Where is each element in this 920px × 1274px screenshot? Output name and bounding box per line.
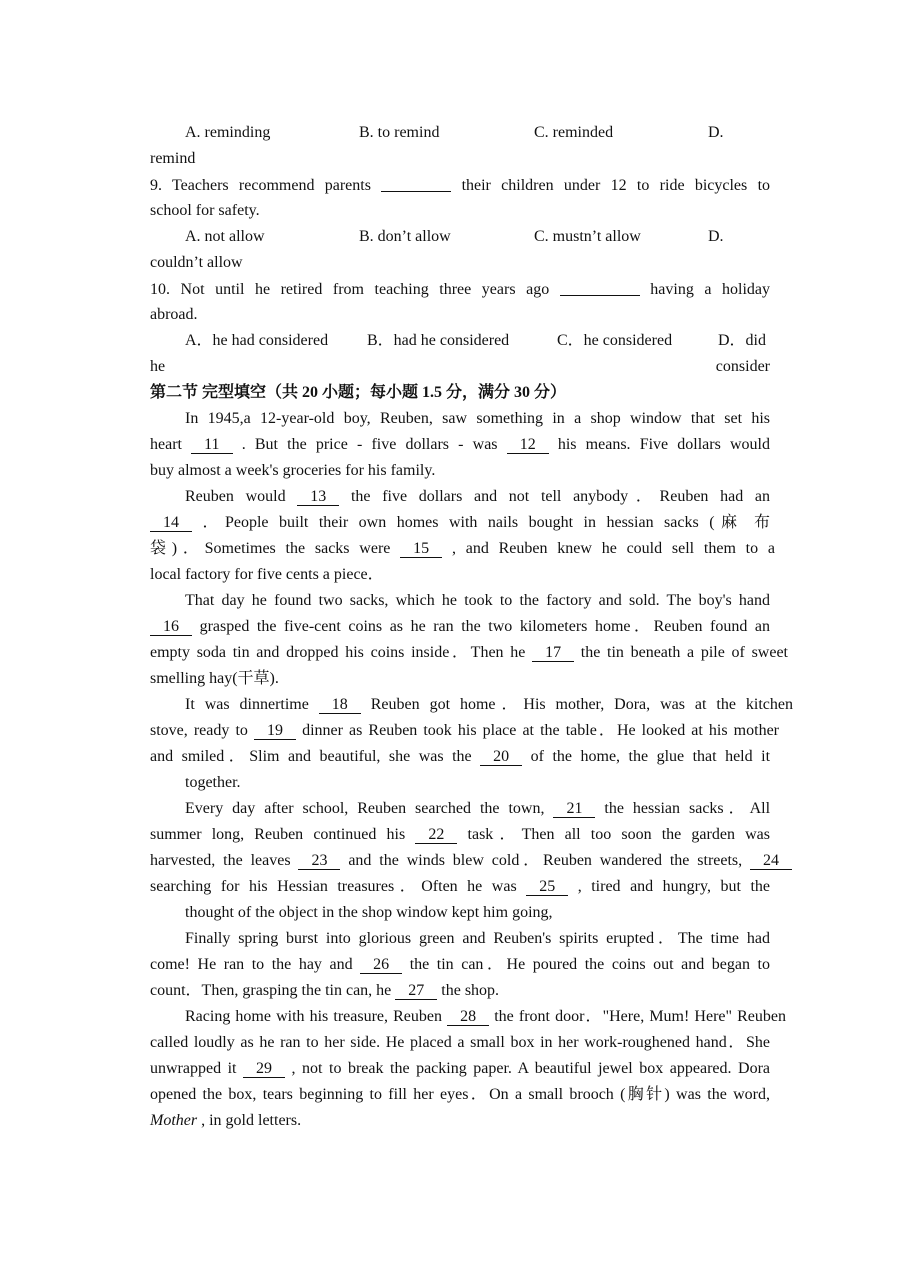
- answer-blank: 24: [750, 853, 792, 870]
- q8-option-c: C. reminded: [534, 124, 614, 141]
- text-segment: empty soda tin and dropped his coins inside．Then he: [150, 644, 533, 661]
- text-segment: Reuben got home．His mother, Dora, was at the kitchen: [370, 696, 793, 713]
- q9-option-c: C. mustn’t allow: [534, 228, 641, 245]
- text-segment: count．Then, grasping the tin can, he: [150, 982, 396, 999]
- answer-blank: 21: [553, 801, 595, 818]
- text-segment: he consider: [150, 358, 770, 375]
- text-segment: and the winds blew cold．Reuben wandered the streets,: [348, 852, 751, 869]
- text-line: [185, 773, 770, 793]
- text-segment: . But the price - five dollars - was: [241, 436, 507, 453]
- text-segment: and smiled．Slim and beautiful, she was the: [150, 748, 481, 765]
- text-segment: Finally spring burst into glorious green and Reuben's spirits erupted．The time had: [185, 930, 770, 947]
- text-line: [150, 253, 770, 273]
- text-segment: thought of the object in the shop window kept him going,: [185, 904, 553, 921]
- answer-blank: 27: [395, 983, 437, 1000]
- q10-option-a: A．he had considered: [185, 332, 329, 349]
- answer-blank: 18: [319, 697, 361, 714]
- text-line: [150, 461, 770, 481]
- answer-blank: 19: [254, 723, 296, 740]
- text-segment: opened the box, tears beginning to fill her eyes．On a small brooch (胸针) was the word,: [150, 1086, 770, 1103]
- text-segment: 第二节 完型填空（共 20 小题；每小题 1.5 分，满分 30 分）: [150, 384, 567, 401]
- answer-blank: 13: [297, 489, 339, 506]
- answer-blank: 23: [298, 853, 340, 870]
- answer-blank: 25: [526, 879, 568, 896]
- answer-blank: 29: [243, 1061, 285, 1078]
- q10-option-d: D．did: [718, 332, 767, 349]
- text-line: [150, 877, 770, 897]
- section-heading: [150, 383, 770, 403]
- answer-blank: 17: [532, 645, 574, 662]
- text-line: [150, 513, 770, 533]
- text-line: [150, 1085, 770, 1105]
- answer-blank: 14: [150, 515, 192, 532]
- text-line: [150, 305, 770, 325]
- text-line: [150, 357, 770, 377]
- q9-option-b: B. don’t allow: [359, 228, 451, 245]
- text-segment: his means. Five dollars would: [557, 436, 770, 453]
- answer-blank: [560, 279, 640, 296]
- text-segment: searching for his Hessian treasures．Often he was: [150, 878, 527, 895]
- text-line: [185, 1007, 786, 1027]
- text-line: [150, 955, 770, 975]
- text-line: [185, 929, 770, 949]
- text-line: [150, 1111, 770, 1131]
- text-line: [150, 721, 779, 741]
- text-segment: 袋)．Sometimes the sacks were: [150, 540, 401, 557]
- q8-options: [0, 123, 920, 143]
- text-segment: the five dollars and not tell anybody．Reuben had an: [350, 488, 771, 505]
- text-segment: task．Then all too soon the garden was: [467, 826, 770, 843]
- text-segment: come! He ran to the hay and: [150, 956, 361, 973]
- text-line: [150, 149, 770, 169]
- text-segment: local factory for five cents a piece．: [150, 566, 384, 583]
- text-segment: Racing home with his treasure, Reuben: [185, 1008, 448, 1025]
- text-segment: , in gold letters.: [201, 1112, 302, 1129]
- text-segment: In 1945,a 12-year-old boy, Reuben, saw something in a shop window that set his: [185, 410, 770, 427]
- answer-blank: 16: [150, 619, 192, 636]
- text-line: [150, 279, 770, 299]
- text-segment: Every day after school, Reuben searched the town,: [185, 800, 554, 817]
- text-segment: abroad.: [150, 306, 198, 323]
- q8-option-a: A. reminding: [185, 124, 271, 141]
- text-segment: heart: [150, 436, 182, 453]
- text-segment: ．People built their own homes with nails bought in hessian sacks (麻 布: [202, 514, 770, 531]
- text-segment: summer long, Reuben continued his: [150, 826, 416, 843]
- text-segment: unwrapped it: [150, 1060, 244, 1077]
- text-line: [150, 747, 770, 767]
- text-line: [150, 201, 770, 221]
- text-segment: buy almost a week's groceries for his family.: [150, 462, 436, 479]
- text-segment: harvested, the leaves: [150, 852, 291, 869]
- q8-option-d: D.: [708, 124, 724, 141]
- answer-blank: 15: [400, 541, 442, 558]
- text-line: [150, 617, 770, 637]
- text-line: [150, 539, 775, 559]
- text-segment: called loudly as he ran to her side. He placed a small box in her work-roughened hand．She: [150, 1034, 770, 1051]
- text-segment: 10. Not until he retired from teaching three years ago: [150, 281, 560, 298]
- text-segment: Reuben would: [185, 488, 298, 505]
- q8-option-b: B. to remind: [359, 124, 440, 141]
- text-segment: , not to break the packing paper. A beautiful jewel box appeared. Dora: [291, 1060, 770, 1077]
- text-line: [150, 1033, 770, 1053]
- q9-option-d: D.: [708, 228, 724, 245]
- text-line: [150, 851, 792, 871]
- text-line: [185, 409, 770, 429]
- text-line: [185, 903, 770, 923]
- q10-option-b: B．had he considered: [367, 332, 510, 349]
- text-segment: the front door．"Here, Mum! Here" Reuben: [494, 1008, 787, 1025]
- text-line: [185, 799, 770, 819]
- text-segment: of the home, the glue that held it: [530, 748, 771, 765]
- text-line: [150, 643, 788, 663]
- text-line: [150, 565, 770, 585]
- text-segment: the shop.: [441, 982, 500, 999]
- answer-blank: 22: [415, 827, 457, 844]
- answer-blank: 20: [480, 749, 522, 766]
- text-line: [150, 175, 770, 195]
- text-line: [185, 591, 770, 611]
- text-line: [185, 487, 770, 507]
- text-segment: , and Reuben knew he could sell them to a: [451, 540, 775, 557]
- text-line: [150, 981, 770, 1001]
- text-segment: stove, ready to: [150, 722, 254, 739]
- text-segment: That day he found two sacks, which he took to the factory and sold. The boy's hand: [185, 592, 770, 609]
- text-line: [150, 669, 770, 689]
- text-segment: dinner as Reuben took his place at the table．He looked at his mother: [302, 722, 779, 739]
- q9-options: [0, 227, 920, 247]
- text-segment: 9. Teachers recommend parents: [150, 177, 382, 194]
- text-segment: , tired and hungry, but the: [577, 878, 770, 895]
- text-segment: smelling hay(干草).: [150, 670, 279, 687]
- text-segment: the tin beneath a pile of sweet: [580, 644, 788, 661]
- answer-blank: 28: [447, 1009, 489, 1026]
- text-segment: grasped the five-cent coins as he ran the two kilometers home．Reuben found an: [199, 618, 771, 635]
- text-segment: school for safety.: [150, 202, 260, 219]
- q10-option-c: C．he considered: [557, 332, 673, 349]
- text-segment: having a holiday: [650, 281, 771, 298]
- text-line: [150, 435, 770, 455]
- text-line: [185, 695, 793, 715]
- text-segment: their children under 12 to ride bicycles to: [461, 177, 771, 194]
- q10-options: [0, 331, 920, 351]
- answer-blank: 26: [360, 957, 402, 974]
- q9-option-a: A. not allow: [185, 228, 265, 245]
- answer-blank: [381, 175, 451, 192]
- text-segment: couldn’t allow: [150, 254, 243, 271]
- text-line: [150, 1059, 770, 1079]
- italic-text: Mother: [150, 1112, 198, 1129]
- text-line: [150, 825, 770, 845]
- answer-blank: 11: [191, 437, 232, 454]
- text-segment: the tin can．He poured the coins out and began to: [409, 956, 770, 973]
- answer-blank: 12: [507, 437, 549, 454]
- text-segment: together.: [185, 774, 241, 791]
- text-segment: It was dinnertime: [185, 696, 319, 713]
- text-segment: the hessian sacks．All: [604, 800, 771, 817]
- text-segment: remind: [150, 150, 196, 167]
